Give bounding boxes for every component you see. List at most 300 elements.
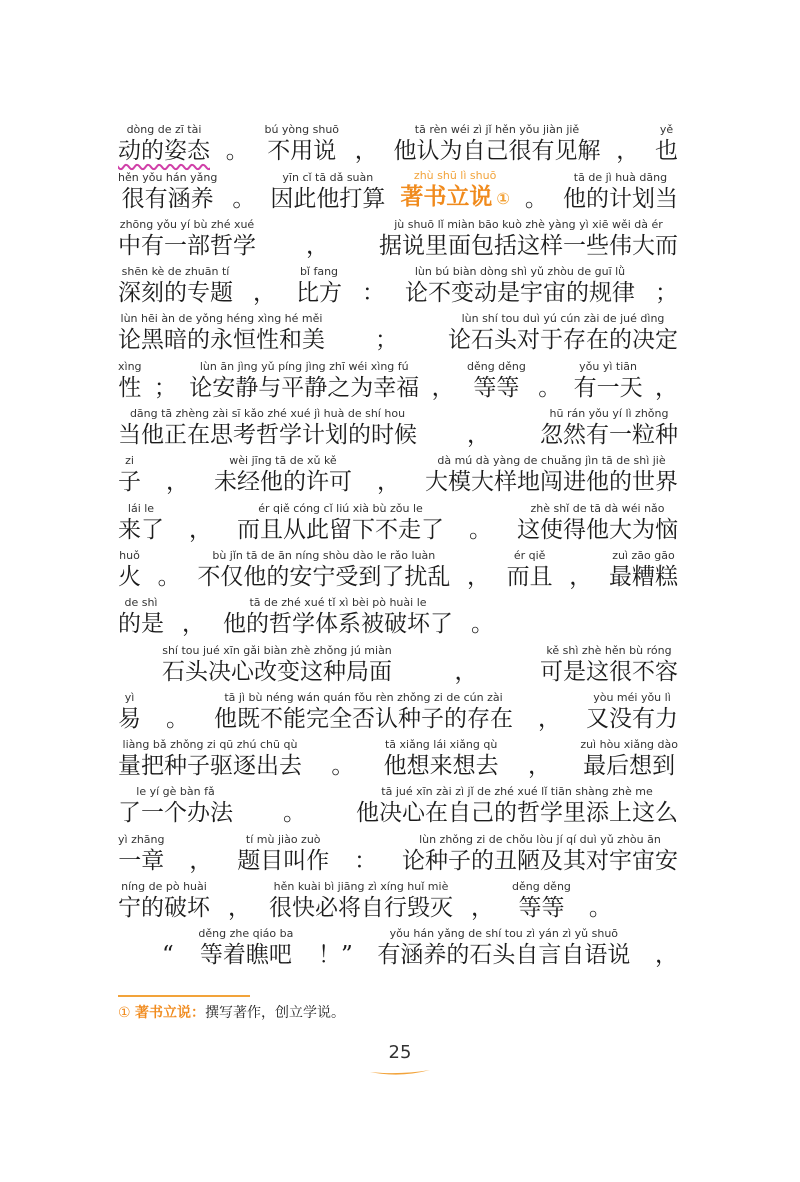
pinyin: wèi jīng tā de xǔ kě: [229, 454, 337, 468]
hanzi: [223, 610, 453, 638]
text-line: [118, 260, 678, 307]
text-segment: [471, 596, 494, 638]
hanzi-text: 他认为自己很有见解: [393, 138, 601, 165]
hanzi-text: ；: [153, 374, 177, 401]
hanzi: [467, 421, 490, 449]
hanzi-text: 子: [118, 469, 141, 496]
text-segment: [296, 265, 342, 307]
pinyin: shí tou jué xīn gǎi biàn zhè zhǒng jú miàn: [162, 643, 392, 657]
text-segment: [166, 691, 189, 733]
text-segment: [525, 171, 548, 213]
hanzi-text: ，: [228, 895, 251, 922]
text-segment: [379, 218, 678, 260]
hanzi: [189, 374, 419, 402]
text-segment: [118, 171, 217, 213]
hanzi-text: ，: [471, 895, 494, 922]
hanzi-text: 。: [469, 516, 492, 543]
hanzi: [355, 137, 378, 165]
hanzi: [269, 894, 453, 922]
hanzi: [448, 326, 678, 354]
hanzi-text: 的是: [118, 611, 164, 638]
text-segment: [377, 927, 630, 969]
text-segment: [162, 644, 392, 686]
footnote-colon: ：: [191, 1005, 206, 1021]
hanzi-text: 论安静与平静之为幸福: [189, 374, 420, 401]
hanzi: [214, 468, 352, 496]
text-segment: [355, 123, 378, 165]
text-segment: [467, 549, 490, 591]
highlighted-term: [400, 169, 510, 213]
hanzi-text: 等等: [473, 374, 520, 401]
text-segment: [214, 691, 513, 733]
hanzi: [226, 137, 249, 165]
hanzi: [118, 468, 141, 496]
hanzi-text: 他决心在自己的哲学里添上这么: [356, 800, 678, 827]
text-line: [118, 780, 678, 827]
hanzi: [616, 137, 639, 165]
text-segment: [362, 265, 385, 307]
hanzi: [375, 326, 398, 354]
text-segment: [118, 738, 302, 780]
text-segment: [375, 312, 398, 354]
hanzi: [432, 374, 455, 402]
hanzi-text: “: [162, 942, 174, 969]
text-segment: [540, 407, 678, 449]
hanzi: [118, 137, 210, 165]
text-segment: [189, 833, 212, 875]
hanzi: [609, 563, 678, 591]
hanzi: [384, 752, 499, 780]
hanzi-text: 。: [157, 563, 181, 590]
text-segment: [448, 312, 678, 354]
pinyin: děng děng: [466, 359, 526, 373]
text-segment: [118, 312, 325, 354]
hanzi-text: 。: [588, 895, 612, 922]
text-line: [118, 165, 678, 212]
hanzi-text: ，: [431, 374, 455, 401]
text-segment: [118, 833, 165, 875]
hanzi-text: 有一天: [573, 374, 643, 401]
text-segment: [214, 454, 352, 496]
hanzi-text: 。: [225, 138, 249, 165]
text-segment: [331, 738, 354, 780]
text-segment: [158, 549, 181, 591]
pinyin: de shì: [124, 596, 158, 610]
text-segment: [538, 360, 561, 402]
text-segment: [118, 549, 141, 591]
hanzi: [379, 232, 678, 260]
hanzi: [655, 374, 678, 402]
hanzi-text: ，: [189, 516, 212, 543]
text-line: [118, 402, 678, 449]
pinyin: lùn shí tou duì yú cún zài de jué dìng: [461, 312, 665, 326]
pinyin: tā jué xīn zài zì jǐ de zhé xué lǐ tiān shàng zhè me: [381, 785, 653, 799]
text-segment: [471, 880, 494, 922]
footnote: [118, 1002, 345, 1022]
pinyin: zuì zāo gāo: [612, 548, 675, 562]
hanzi-text: ，: [527, 753, 551, 780]
text-segment: [455, 644, 478, 686]
hanzi-text: 他的哲学体系被破坏了: [223, 611, 453, 638]
hanzi-text: 可是这很不容: [540, 658, 678, 685]
hanzi: [118, 705, 141, 733]
hanzi-text: ，: [654, 374, 678, 401]
hanzi: [405, 279, 635, 307]
hanzi: [455, 658, 478, 686]
story-text: [118, 118, 678, 969]
pinyin: bǐ fang: [299, 265, 339, 279]
text-segment: [402, 833, 678, 875]
hanzi: [518, 894, 564, 922]
hanzi-text: 来了: [118, 516, 164, 543]
hanzi-text: 当他正在思考哲学计划的时候: [118, 422, 417, 449]
pinyin: níng de pò huài: [121, 880, 207, 894]
text-segment: [118, 454, 141, 496]
hanzi-text: 也: [654, 138, 678, 165]
hanzi-text: 一章: [118, 847, 165, 874]
hanzi: [197, 563, 450, 591]
hanzi: [362, 279, 385, 307]
pinyin: zuì hòu xiǎng dào: [580, 738, 678, 752]
page-number-swoosh: [368, 1066, 432, 1078]
hanzi: [354, 847, 377, 875]
pinyin: děng zhe qiáo ba: [198, 927, 294, 941]
hanzi-text: 深刻的专题: [118, 280, 233, 307]
hanzi: [118, 847, 164, 875]
hanzi-text: 石头决心改变这种局面: [162, 658, 392, 685]
pinyin: tí mù jiào zuò: [245, 832, 321, 846]
hanzi: [118, 894, 210, 922]
pinyin: yě: [659, 123, 674, 137]
pinyin: zhōng yǒu yí bù zhé xué: [119, 217, 255, 231]
page-number: 25: [388, 1042, 412, 1063]
pinyin: tā jì bù néng wán quán fǒu rèn zhǒng zi de cún zài: [224, 690, 503, 704]
hanzi-text: ，: [182, 611, 205, 638]
text-segment: [270, 171, 385, 213]
text-segment: [356, 785, 678, 827]
hanzi: [528, 752, 551, 780]
pinyin: bú yòng shuō: [264, 123, 340, 137]
hanzi-text: ，: [654, 942, 678, 969]
hanzi: [237, 516, 444, 544]
text-segment: [655, 360, 678, 402]
hanzi: [118, 563, 141, 591]
pinyin: děng děng: [512, 880, 571, 894]
hanzi-text: ，: [616, 138, 640, 165]
hanzi-text: 性: [118, 374, 142, 401]
pinyin: yǒu yì tiān: [579, 359, 638, 373]
hanzi-text: ，: [306, 232, 329, 259]
pinyin: yì: [124, 690, 135, 704]
pinyin: le yí gè bàn fǎ: [136, 785, 215, 799]
hanzi-text: 。: [166, 705, 189, 732]
hanzi: [425, 468, 678, 496]
pinyin: bù jǐn tā de ān níng shòu dào le rǎo luàn: [212, 548, 436, 562]
hanzi: [377, 941, 630, 969]
pinyin: hěn yǒu hán yǎng: [118, 170, 218, 184]
hanzi: [118, 516, 164, 544]
text-line: [118, 449, 678, 496]
pinyin: ér qiě cóng cǐ liú xià bù zǒu le: [258, 501, 423, 515]
hanzi: [538, 705, 561, 733]
hanzi-text: 因此他打算: [270, 185, 386, 212]
hanzi-text: 有涵养的石头自言自语说: [377, 942, 631, 969]
hanzi: [166, 705, 189, 733]
hanzi-text: 。: [283, 800, 306, 827]
text-segment: [469, 502, 492, 544]
text-segment: [189, 502, 212, 544]
text-segment: [226, 123, 249, 165]
hanzi-text: 不仅他的安宁受到了扰乱: [197, 563, 451, 590]
hanzi-text: 论石头对于存在的决定: [448, 327, 678, 354]
pinyin: xìng: [118, 359, 142, 373]
pinyin: tā rèn wéi zì jǐ hěn yǒu jiàn jiě: [414, 123, 580, 137]
hanzi: [540, 421, 678, 449]
hanzi: [253, 279, 276, 307]
pinyin: jù shuō lǐ miàn bāo kuò zhè yàng yì xiē wěi dà ér: [394, 217, 663, 231]
text-line: [118, 638, 678, 685]
hanzi: [563, 185, 678, 213]
hanzi: [473, 374, 519, 402]
text-segment: [232, 171, 255, 213]
pinyin: zhè shǐ de tā dà wéi nǎo: [530, 501, 665, 515]
hanzi-text: 宁的破坏: [118, 895, 210, 922]
text-segment: [467, 407, 490, 449]
hanzi-text: 据说里面包括这样一些伟大而: [379, 232, 678, 259]
text-segment: [118, 360, 142, 402]
pinyin: tā de jì huà dāng: [573, 170, 668, 184]
hanzi-text: 很有涵养: [121, 185, 214, 212]
hanzi: [296, 279, 342, 307]
text-segment: [162, 927, 174, 969]
hanzi: [377, 468, 400, 496]
text-segment: [609, 549, 678, 591]
hanzi-text: 。: [232, 185, 256, 212]
hanzi: [283, 799, 306, 827]
hanzi: [237, 847, 329, 875]
text-segment: [118, 785, 233, 827]
text-segment: [283, 785, 306, 827]
hanzi-text: 等等: [518, 895, 565, 922]
hanzi-text: ，: [569, 563, 593, 590]
hanzi-text: 论不变动是宇宙的规律: [405, 280, 635, 307]
text-line: [118, 213, 678, 260]
text-segment: [538, 691, 561, 733]
text-segment: [467, 360, 526, 402]
hanzi-text: 。: [524, 185, 548, 212]
text-segment: [118, 596, 164, 638]
hanzi: [331, 752, 354, 780]
hanzi: [232, 185, 255, 213]
text-line: [118, 496, 678, 543]
hanzi: [228, 894, 251, 922]
text-line: [118, 922, 678, 969]
pinyin: kě shì zhè hěn bù róng: [546, 643, 672, 657]
text-segment: [154, 360, 177, 402]
text-segment: [166, 454, 189, 496]
hanzi-text: 不用说: [267, 138, 337, 165]
text-segment: [393, 123, 600, 165]
hanzi-text: 忽然有一粒种: [540, 422, 678, 449]
hanzi-text: ！”: [317, 942, 353, 969]
hanzi-text: ，: [189, 847, 213, 874]
text-segment: [118, 502, 164, 544]
hanzi-text: ；: [375, 327, 398, 354]
pinyin: lái le: [127, 501, 155, 515]
hanzi: [318, 941, 353, 969]
hanzi: [569, 563, 592, 591]
hanzi: [538, 374, 561, 402]
hanzi-text: ，: [454, 658, 478, 685]
text-segment: [182, 596, 205, 638]
text-segment: [589, 880, 612, 922]
hanzi: [583, 752, 675, 780]
text-segment: [517, 502, 678, 544]
hanzi: [507, 563, 553, 591]
hanzi-text: 。: [538, 374, 562, 401]
hanzi: [402, 847, 678, 875]
text-segment: [384, 738, 499, 780]
hanzi: [540, 658, 678, 686]
hanzi: [400, 183, 510, 213]
hanzi: [118, 752, 302, 780]
text-segment: [528, 738, 551, 780]
hanzi-text: 中有一部哲学: [118, 232, 256, 259]
text-line: [118, 686, 678, 733]
hanzi-text: 他想来想去: [383, 753, 499, 780]
hanzi-text: 了一个办法: [118, 800, 233, 827]
text-line: [118, 875, 678, 922]
text-segment: [198, 927, 293, 969]
hanzi-text: ，: [466, 563, 490, 590]
text-segment: [253, 265, 276, 307]
hanzi: [655, 279, 678, 307]
hanzi: [525, 185, 548, 213]
hanzi-text: 火: [118, 563, 141, 590]
text-segment: [405, 265, 635, 307]
hanzi: [122, 185, 214, 213]
pinyin: huǒ: [119, 548, 140, 562]
text-segment: [655, 927, 678, 969]
hanzi-text: 著书立说: [400, 182, 493, 210]
hanzi-text: ，: [538, 705, 561, 732]
hanzi-text: 论黑暗的永恒性和美: [118, 327, 325, 354]
text-line: [118, 591, 678, 638]
pinyin: lùn ān jìng yǔ píng jìng zhī wéi xìng fú: [199, 359, 409, 373]
pinyin: hū rán yǒu yí lì zhǒng: [549, 407, 669, 421]
text-line: [118, 733, 678, 780]
text-segment: [425, 454, 678, 496]
pinyin: lùn hēi àn de yǒng héng xìng hé měi: [120, 312, 323, 326]
pinyin: tā xiǎng lái xiǎng qù: [384, 738, 498, 752]
hanzi: [356, 799, 678, 827]
hanzi-text: ，: [166, 469, 189, 496]
text-segment: [118, 691, 141, 733]
text-segment: [574, 360, 643, 402]
hanzi: [471, 610, 494, 638]
text-segment: [118, 880, 210, 922]
text-line: [118, 827, 678, 874]
pinyin: ér qiě: [513, 548, 546, 562]
pinyin: shēn kè de zhuān tí: [121, 265, 230, 279]
hanzi-text: 动的姿态: [118, 138, 210, 165]
text-segment: [377, 454, 400, 496]
text-segment: [118, 218, 256, 260]
hanzi: [589, 894, 612, 922]
hanzi-text: 这使得他大为恼: [517, 516, 678, 543]
hanzi: [189, 516, 212, 544]
hanzi: [154, 374, 177, 402]
pinyin: dà mú dà yàng de chuǎng jìn tā de shì jiè: [437, 454, 666, 468]
hanzi: [655, 137, 678, 165]
text-segment: [269, 880, 453, 922]
text-segment: [655, 265, 678, 307]
text-segment: [507, 549, 553, 591]
hanzi-text: 比方: [296, 280, 342, 307]
hanzi-text: ，: [467, 422, 490, 449]
pinyin: liàng bǎ zhǒng zi qū zhú chū qù: [122, 738, 298, 752]
pinyin: dāng tā zhèng zài sī kǎo zhé xué jì huà de shí hou: [129, 407, 406, 421]
hanzi: [118, 232, 256, 260]
hanzi-text: 最后想到: [583, 753, 676, 780]
hanzi: [182, 610, 205, 638]
text-segment: [569, 549, 592, 591]
hanzi: [469, 516, 492, 544]
hanzi-text: 。: [331, 753, 355, 780]
hanzi: [200, 941, 292, 969]
text-segment: [118, 123, 210, 165]
hanzi: [270, 185, 385, 213]
text-segment: [432, 360, 455, 402]
hanzi: [118, 374, 141, 402]
hanzi: [586, 705, 678, 733]
text-segment: [586, 691, 678, 733]
hanzi-text: 大模大样地闯进他的世界: [425, 469, 678, 496]
hanzi-text: ：: [362, 280, 385, 307]
hanzi-text: ：: [354, 847, 378, 874]
hanzi: [655, 941, 678, 969]
text-segment: [354, 833, 377, 875]
pinyin: yì zhāng: [118, 832, 165, 846]
hanzi: [118, 610, 164, 638]
text-segment: [228, 880, 251, 922]
hanzi: [158, 563, 181, 591]
footnote-number: ①: [118, 1005, 131, 1021]
text-segment: [655, 123, 678, 165]
text-segment: [580, 738, 678, 780]
hanzi: [467, 563, 490, 591]
text-segment: [264, 123, 339, 165]
hanzi-text: 很快必将自行毁灭: [269, 895, 453, 922]
text-segment: [237, 502, 444, 544]
hanzi-text: 等着瞧吧: [199, 942, 292, 969]
hanzi: [118, 279, 233, 307]
hanzi-text: ，: [377, 469, 400, 496]
text-segment: [540, 644, 678, 686]
pinyin: lùn zhǒng zi de chǒu lòu jí qí duì yǔ zhòu ān: [419, 832, 661, 846]
footnote-ref[interactable]: ①: [496, 188, 510, 208]
hanzi-text: 量把种子驱逐出去: [118, 753, 302, 780]
hanzi-text: ，: [354, 138, 378, 165]
hanzi: [471, 894, 494, 922]
footnote-term: 著书立说: [135, 1005, 192, 1021]
hanzi: [267, 137, 336, 165]
hanzi-text: 题目叫作: [237, 847, 330, 874]
hanzi-text: 他的计划当: [562, 185, 678, 212]
hanzi-text: 而且: [506, 563, 553, 590]
hanzi: [162, 658, 392, 686]
hanzi-text: 而且从此留下不走了: [237, 516, 444, 543]
